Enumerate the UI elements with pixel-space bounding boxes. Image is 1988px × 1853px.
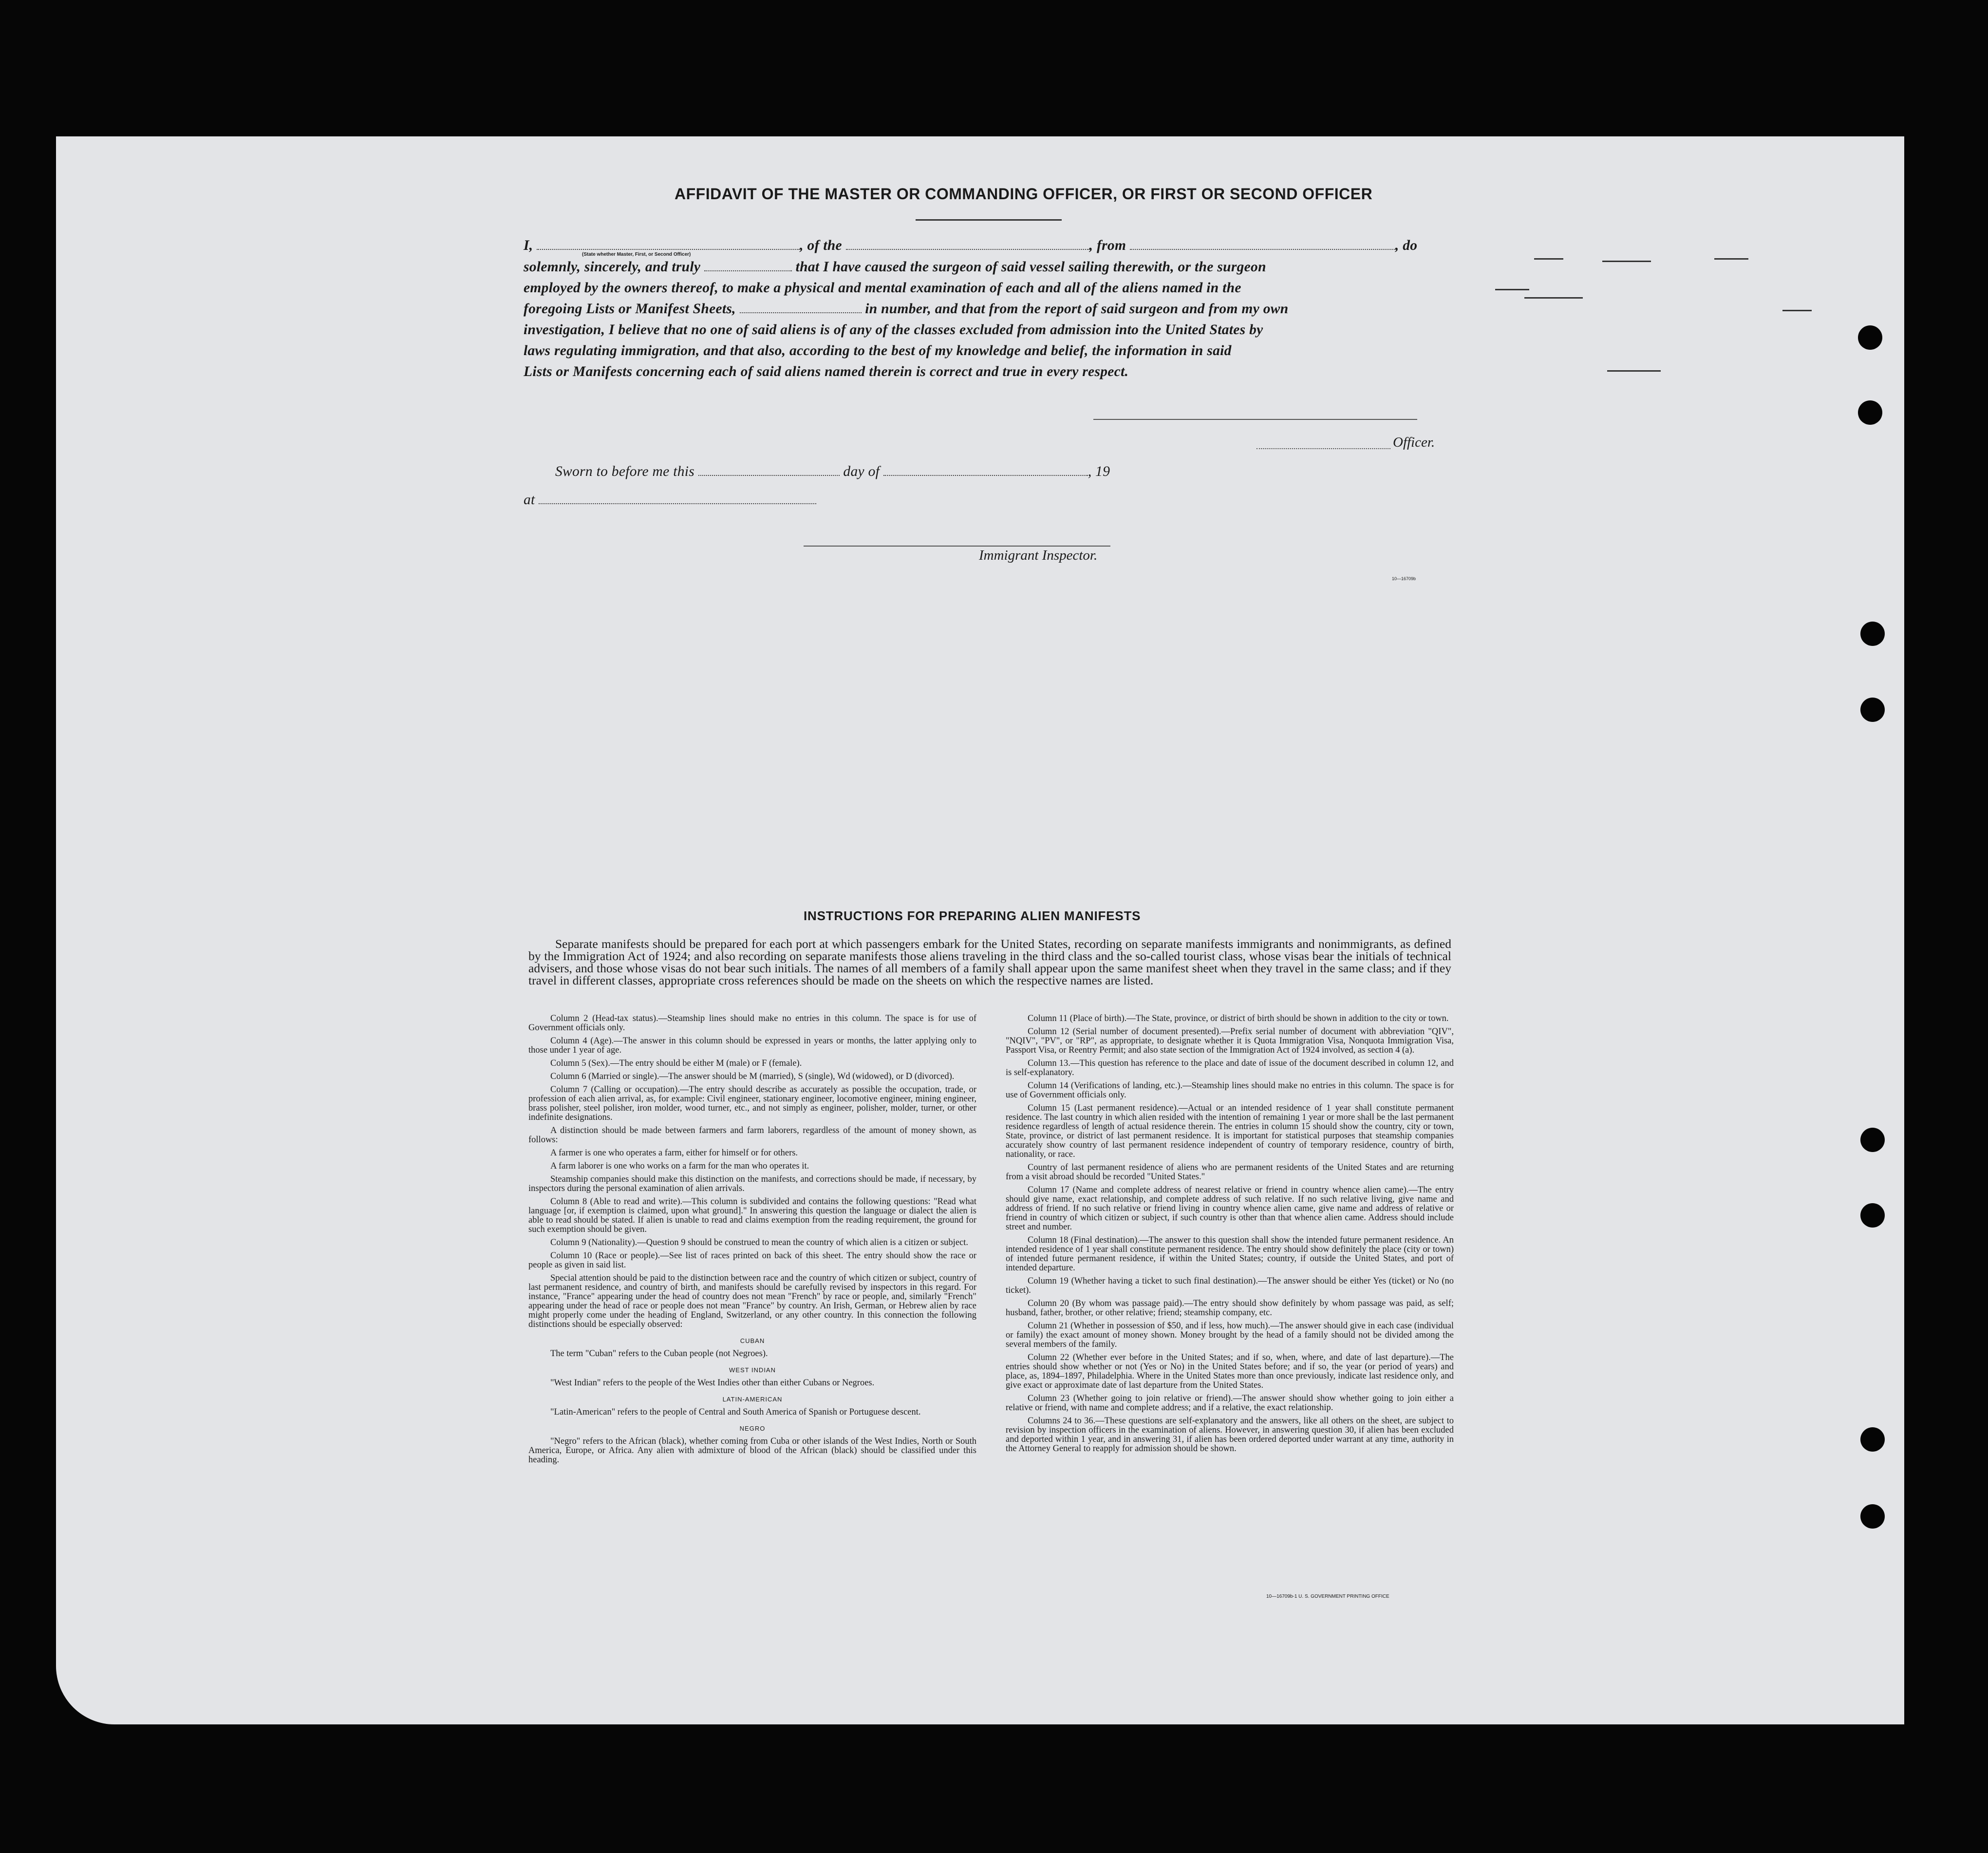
instruction-paragraph: Column 8 (Able to read and write).—This column is subdivided and contains the following questions: "Read what language [or, if exemption is claimed, upon what ground]." In answering this question the language or dialect the alien is able to read should be stated. If alien is unable to read and claims exemption from the reading requirement, the ground for such exemption should be given. <box>528 1197 976 1234</box>
binder-hole <box>1860 1427 1885 1452</box>
instruction-paragraph: Column 21 (Whether in possession of $50, and if less, how much).—The answer should give in each case (individual or family) the exact amount of money shown. Money brought by the head of a family should not be divided among the several members of the family. <box>1006 1321 1454 1349</box>
signature-line[interactable] <box>1093 419 1417 420</box>
instructions-right-column <box>1006 1014 1454 1457</box>
subheading-latin-american: LATIN-AMERICAN <box>722 1396 783 1403</box>
instruction-paragraph: A distinction should be made between farmers and farm laborers, regardless of the amount of money shown, as follows: <box>528 1126 976 1145</box>
blank-sworn-month[interactable] <box>883 474 1088 476</box>
affidavit-text: in number, and that from the report of said surgeon and from my own <box>865 301 1289 317</box>
instruction-paragraph: Column 13.—This question has reference to the place and date of issue of the document described in column 12, and is self-explanatory. <box>1006 1059 1454 1078</box>
bleed-mark <box>1782 310 1812 311</box>
affidavit-text: foregoing Lists or Manifest Sheets, <box>524 301 736 317</box>
instruction-paragraph: "Negro" refers to the African (black), whether coming from Cuba or other islands of the West Indies, North or South America, Europe, or Africa. Any alien with admixture of blood of the African (black) should be classified under this heading. <box>528 1437 976 1465</box>
binder-hole <box>1860 622 1885 646</box>
instruction-paragraph: Columns 24 to 36.—These questions are self-explanatory and the answers, like all others on the sheet, are subject to revision by inspection officers in the examination of aliens. However, in answering question 30, if alien has been excluded and deported within 1 year, and in answering 31, if alien has been ordered deported under warrant at any time, authority in the Attorney General to reapply for admission should be shown. <box>1006 1416 1454 1454</box>
instruction-paragraph: Column 6 (Married or single).—The answer should be M (married), S (single), Wd (widowed), or D (divorced). <box>550 1072 955 1081</box>
affidavit-text: , 19 <box>1088 464 1110 479</box>
affidavit-text: day of <box>843 464 880 479</box>
instruction-paragraph: Column 15 (Last permanent residence).—Actual or an intended residence of 1 year shall constitute permanent residence. The last country in which alien resided with the intention of remaining 1 year or more shall be the last permanent residence regardless of length of actual residence therein. The entries in column 15 should show the country, city or town, State, province, or district of last permanent residence. It is important for statistical purposes that steamship companies accurately show country of last permanent residence independent of country of temporary residence, country of birth, nationality, or race. <box>1006 1103 1454 1159</box>
blank-port-from[interactable] <box>1130 248 1395 250</box>
binder-hole <box>1860 698 1885 722</box>
instruction-paragraph: Column 10 (Race or people).—See list of races printed on back of this sheet. The entry should show the race or people as given in said list. <box>528 1251 976 1270</box>
blank-sheet-count[interactable] <box>740 312 862 313</box>
binder-hole <box>1858 400 1882 425</box>
instruction-paragraph: Steamship companies should make this distinction on the manifests, and corrections should be made, if necessary, by inspectors during the personal examination of alien arrivals. <box>528 1174 976 1193</box>
bleed-mark <box>1714 258 1748 260</box>
instruction-paragraph: Column 9 (Nationality).—Question 9 should be construed to mean the country of which alien is a citizen or subject. <box>550 1238 969 1248</box>
affidavit-title: AFFIDAVIT OF THE MASTER OR COMMANDING OFFICER, OR FIRST OR SECOND OFFICER <box>675 185 1373 203</box>
inspector-signature-line[interactable] <box>804 546 1110 547</box>
instruction-paragraph: Column 23 (Whether going to join relative or friend).—The answer should show whether going to join either a relative or friend, with name and complete address; and if a relative, the exact relationship. <box>1006 1394 1454 1413</box>
bleed-mark <box>1524 297 1583 299</box>
instructions-title: INSTRUCTIONS FOR PREPARING ALIEN MANIFESTS <box>804 908 1141 923</box>
instructions-intro: Separate manifests should be prepared for each port at which passengers embark for the United States, recording on separate manifests immigrants and nonimmigrants, as defined by the Immigration Act of 1924; and also recording on separate manifests those aliens traveling in the third class and the so-called tourist class, whose visas bear the initials of technical advisers, and those whose visas do not bear such initials. The names of all members of a family shall appear upon the same manifest sheet when they travel in the same class; and if they travel in different classes, appropriate cross references should be made on the sheets on which the respective names are listed. <box>528 937 1451 987</box>
blank-sworn-day[interactable] <box>698 474 840 476</box>
bleed-mark <box>1534 258 1563 260</box>
instructions-left-column <box>528 1014 976 1469</box>
blank-officer-rank[interactable] <box>537 248 800 250</box>
instruction-paragraph: Special attention should be paid to the distinction between race and the country of which citizen or subject, country of last permanent residence, and country of birth, and manifests should be carefully revised by inspectors in this regard. For instance, "France" appearing under the head of country does not mean "French" by race or people, and, similarly "French" appearing under the head of race or people does not mean "France" by country. An Irish, German, or Hebrew alien by race might properly come under the heading of England, Switzerland, or any other country. In this connection the following distinctions should be especially observed: <box>528 1273 976 1329</box>
instruction-paragraph: Column 20 (By whom was passage paid).—The entry should show definitely by whom passage was paid, as self; husband, father, brother, or other relative; friend; steamship company, etc. <box>1006 1299 1454 1318</box>
instruction-paragraph: "Latin-American" refers to the people of Central and South America of Spanish or Portuguese descent. <box>550 1407 921 1417</box>
affidavit-text: Sworn to before me this <box>555 464 695 479</box>
instruction-paragraph: Column 12 (Serial number of document presented).—Prefix serial number of document with abbreviation "QIV", "NQIV", "PV", or "RP", as appropriate, to designate whether it is Quota Immigration Visa, Nonquota Immigration Visa, Passport Visa, or Reentry Permit; and also state section of the Immigration Act of 1924 involved, as section 4 (a). <box>1006 1027 1454 1055</box>
instruction-paragraph: Column 7 (Calling or occupation).—The entry should describe as accurately as possible the occupation, trade, or profession of each alien arrival, as, for example: Civil engineer, stationary engineer, locomotive engineer, mining engineer, brass polisher, steel polisher, iron molder, wood turner, etc., and not simply as engineer, polisher, molder, turner, or other indefinite designations. <box>528 1085 976 1122</box>
instruction-paragraph: The term "Cuban" refers to the Cuban people (not Negroes). <box>550 1349 768 1359</box>
binder-hole <box>1860 1128 1885 1152</box>
affidavit-line-4 <box>524 301 1288 317</box>
bleed-mark <box>1602 261 1651 262</box>
blank-oath-type[interactable] <box>704 270 792 271</box>
instruction-paragraph: Column 2 (Head-tax status).—Steamship lines should make no entries in this column. The space is for use of Government officials only. <box>528 1014 976 1033</box>
blank-officer-signature[interactable] <box>1257 448 1390 449</box>
instruction-paragraph: Column 5 (Sex).—The entry should be either M (male) or F (female). <box>550 1059 802 1068</box>
binder-hole <box>1860 1203 1885 1228</box>
bleed-mark <box>1495 289 1529 290</box>
bleed-mark <box>1607 370 1661 372</box>
at-line <box>524 492 816 508</box>
affidavit-line-2 <box>524 259 1266 275</box>
instruction-paragraph: Column 14 (Verifications of landing, etc.).—Steamship lines should make no entries in this column. The space is for use of Government officials only. <box>1006 1081 1454 1100</box>
affidavit-text: I, <box>524 238 533 253</box>
binder-hole <box>1858 325 1882 350</box>
blank-vessel-name[interactable] <box>846 248 1089 250</box>
inspector-label: Immigrant Inspector. <box>979 548 1098 563</box>
printing-office-code: 10—16709b-1 U. S. GOVERNMENT PRINTING OFFICE <box>1266 1594 1389 1599</box>
subheading-cuban: CUBAN <box>740 1337 765 1344</box>
sworn-line <box>555 464 1110 480</box>
affidavit-line-3: employed by the owners thereof, to make a physical and mental examination of each and all of the aliens named in the <box>524 280 1241 296</box>
instruction-paragraph: Column 4 (Age).—The answer in this column should be expressed in years or months, the latter applying only to those under 1 year of age. <box>528 1036 976 1055</box>
instruction-paragraph: Column 18 (Final destination).—The answer to this question shall show the intended future permanent residence. An intended residence of 1 year shall constitute permanent residence. The entry should show definitely the place (city or town) of intended future permanent residence, if within the United States; country, if outside the United States, and port of intended departure. <box>1006 1235 1454 1273</box>
affidavit-text: , do <box>1395 238 1418 253</box>
affidavit-text: solemnly, sincerely, and truly <box>524 259 701 275</box>
affidavit-line-7: Lists or Manifests concerning each of said aliens named therein is correct and true in every respect. <box>524 364 1129 379</box>
instruction-paragraph: Column 19 (Whether having a ticket to such final destination).—The answer should be either Yes (ticket) or No (no ticket). <box>1006 1276 1454 1295</box>
instruction-paragraph: Column 22 (Whether ever before in the United States; and if so, when, where, and date of last departure).—The entries should show whether or not (Yes or No) in the United States before; and if so, the year (or period of years) and place, as, 1894–1897, Philadelphia. Where in the United States more than once previously, indicate last residence only, and give exact or approximate date of last departure from the United States. <box>1006 1353 1454 1390</box>
affidavit-line-6: laws regulating immigration, and that also, according to the best of my knowledge and belief, the information in said <box>524 343 1232 359</box>
blank-sworn-place[interactable] <box>539 503 816 504</box>
instruction-paragraph: A farm laborer is one who works on a farm for the man who operates it. <box>550 1161 809 1171</box>
instruction-paragraph: Column 17 (Name and complete address of nearest relative or friend in country whence alien came).—The entry should give name, exact relationship, and complete address of such relative. If no such relative living, give name and address of friend. If no such relative or friend living in country whence alien came, give name and address of relative or friend in country of which citizen or subject, if such country is other than that whence alien came. Address should include street and number. <box>1006 1185 1454 1232</box>
instruction-paragraph: A farmer is one who operates a farm, either for himself or for others. <box>550 1148 798 1158</box>
affidavit-text: that I have caused the surgeon of said vessel sailing therewith, or the surgeon <box>795 259 1266 275</box>
officer-label: Officer. <box>1393 435 1435 450</box>
affidavit-text: , of the <box>800 238 842 253</box>
title-underline <box>916 219 1062 221</box>
affidavit-text: at <box>524 492 535 508</box>
subheading-negro: NEGRO <box>739 1425 766 1432</box>
affidavit-line-5: investigation, I believe that no one of said aliens is of any of the classes excluded from admission into the United States by <box>524 322 1263 338</box>
instruction-paragraph: Country of last permanent residence of aliens who are permanent residents of the United States and are returning from a visit abroad should be recorded "United States." <box>1006 1163 1454 1182</box>
subheading-west-indian: WEST INDIAN <box>729 1366 776 1374</box>
instruction-paragraph: Column 11 (Place of birth).—The State, province, or district of birth should be shown in addition to the city or town. <box>1028 1014 1449 1023</box>
rank-note: (State whether Master, First, or Second Officer) <box>582 252 691 257</box>
form-code: 10—16709b <box>1392 576 1416 581</box>
affidavit-text: , from <box>1089 238 1126 253</box>
binder-hole <box>1860 1504 1885 1529</box>
instruction-paragraph: "West Indian" refers to the people of the West Indies other than either Cubans or Negroes. <box>550 1378 875 1388</box>
